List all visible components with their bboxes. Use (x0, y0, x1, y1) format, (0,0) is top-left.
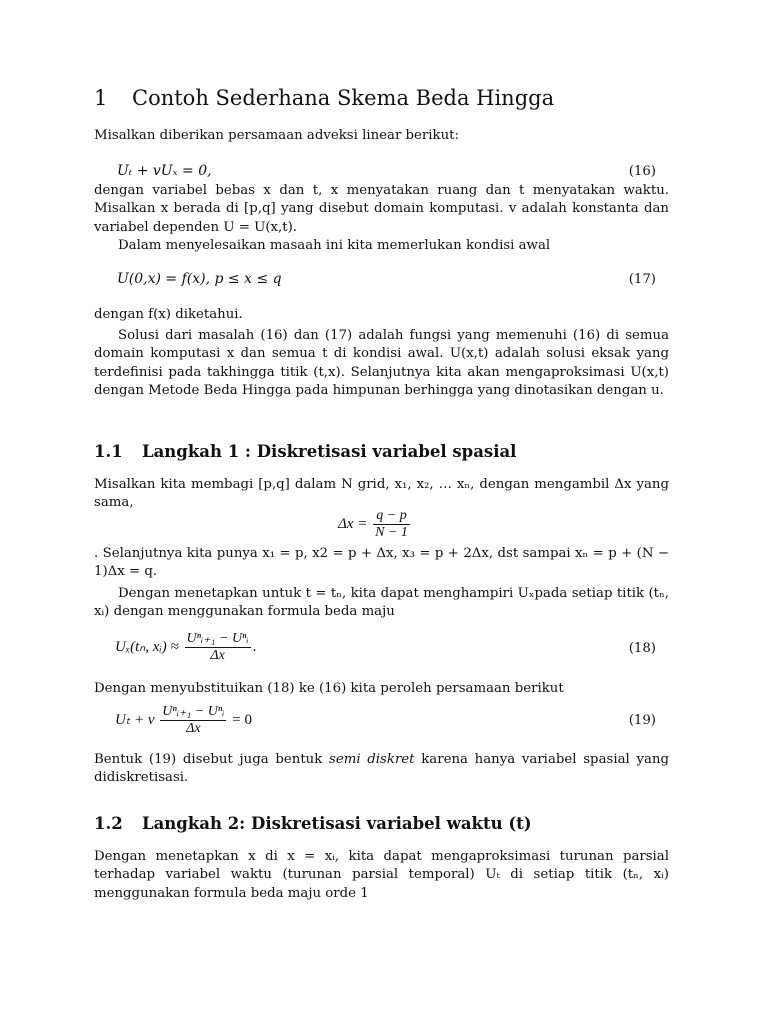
fraction-numerator: Uⁿᵢ₊₁ − Uⁿᵢ (162, 704, 225, 719)
paragraph-grid: Misalkan kita membagi [p,q] dalam N grid, x₁, x₂, … xₙ, dengan mengambil Δx yang sama, (94, 477, 669, 511)
section-number: 1 (94, 86, 108, 110)
equation-18-lhs: Uₓ(tₙ, xᵢ) ≈ (115, 638, 179, 655)
equation-19 (115, 704, 252, 737)
fraction-numerator: q − p (373, 508, 410, 525)
equation-17: U(0,x) = f(x), p ≤ x ≤ q (117, 271, 282, 287)
paragraph-selanjutnya: . Selanjutnya kita punya x₁ = p, x2 = p + Δx, x₃ = p + 2Δx, dst sampai xₙ = p + (N − 1)Δx = q. (94, 546, 669, 580)
bentuk-emphasis: semi diskret (329, 752, 415, 767)
fraction-denominator: Δx (186, 721, 201, 736)
subsection-number: 1.1 (94, 442, 123, 461)
paragraph-bentuk (94, 751, 669, 788)
equation-18-number: (18) (628, 641, 656, 656)
subsection-title: Langkah 1 : Diskretisasi variabel spasial (142, 442, 517, 461)
equation-17-number: (17) (628, 272, 656, 287)
equation-19-lhs: Uₜ + v (115, 711, 155, 728)
section-title: Contoh Sederhana Skema Beda Hingga (132, 86, 555, 110)
paragraph-kondisi-awal: Dalam menyelesaikan masaah ini kita memerlukan kondisi awal (118, 238, 551, 253)
fraction (185, 631, 251, 664)
equation-19-number: (19) (628, 713, 656, 728)
equation-19-tail: = 0 (232, 711, 252, 728)
subsection-number: 1.2 (94, 814, 123, 833)
paragraph-solusi: Solusi dari masalah (16) dan (17) adalah fungsi yang memenuhi (16) di semua domain komputasi x dan semua t di kondisi awal. U(x,t) adalah solusi eksak yang terdefinisi pada takhingga titik (t,x). Selanjutnya kita akan mengaproksimasi U(x,t) dengan Metode Beda Hingga pada himpunan berhingga yang dinotasikan dengan u. (94, 328, 669, 398)
paragraph-fx: dengan f(x) diketahui. (94, 307, 243, 322)
equation-18 (115, 631, 256, 664)
paragraph-menetapkan: Dengan menetapkan untuk t = tₙ, kita dapat menghampiri Uₓpada setiap titik (tₙ, xᵢ) dengan menggunakan formula beda maju (94, 586, 669, 620)
bentuk-text-a: Bentuk (19) disebut juga bentuk (94, 752, 330, 767)
fraction-denominator: N − 1 (375, 525, 408, 540)
equation-delta-x-lhs: Δx = (338, 515, 368, 532)
paragraph-variables: dengan variabel bebas x dan t, x menyatakan ruang dan t menyatakan waktu. Misalkan x berada di [p,q] yang disebut domain komputasi. v adalah konstanta dan variabel dependen U = U(x,t). (94, 183, 669, 235)
subsection-heading-1-1 (94, 442, 516, 461)
fraction (160, 704, 226, 737)
fraction-denominator: Δx (210, 648, 225, 663)
fraction (373, 508, 410, 541)
equation-16-number: (16) (628, 164, 656, 179)
bentuk-text-b: karena hanya variabel spasial yang didiskretisasi. (94, 752, 669, 786)
section-heading (94, 86, 554, 110)
intro-paragraph: Misalkan diberikan persamaan adveksi linear berikut: (94, 128, 459, 143)
equation-16: Uₜ + vUₓ = 0, (117, 163, 212, 179)
equation-18-tail: . (252, 638, 257, 655)
fraction-numerator: Uⁿᵢ₊₁ − Uⁿᵢ (186, 631, 249, 646)
paragraph-substitusi: Dengan menyubstituikan (18) ke (16) kita peroleh persamaan berikut (94, 681, 564, 696)
subsection-title: Langkah 2: Diskretisasi variabel waktu (t) (142, 814, 532, 833)
paragraph-waktu: Dengan menetapkan x di x = xᵢ, kita dapat mengaproksimasi turunan parsial terhadap variabel waktu (turunan parsial temporal) Uₜ di setiap titik (tₙ, xᵢ) menggunakan formula beda maju orde 1 (94, 849, 669, 901)
equation-delta-x (338, 508, 412, 541)
subsection-heading-1-2 (94, 814, 532, 833)
